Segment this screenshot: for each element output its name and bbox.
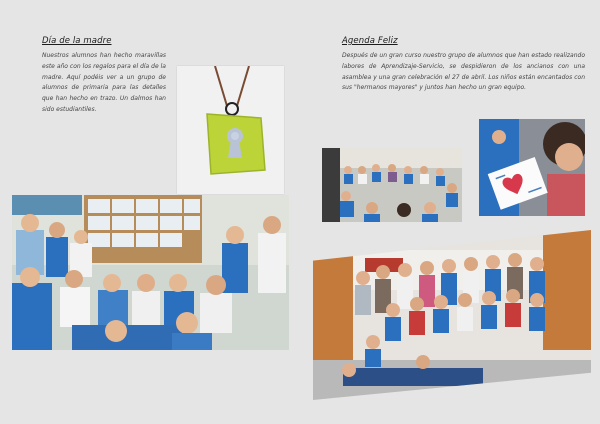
pendant-illustration <box>177 66 284 194</box>
group-celebration-illustration <box>313 230 591 400</box>
group-celebration-photo <box>313 230 591 400</box>
assembly-illustration <box>322 148 462 222</box>
heading-dia-de-la-madre: Día de la madre <box>42 36 112 46</box>
paragraph-dia-de-la-madre: Nuestros alumnos han hecho maravillas este año con los regalos para el día de la madre. Aquí podéis ver a un grupo de alumnos de primaria para las detalles que han hecho en trazo. Un dalmos han sido estudiantiles. <box>42 52 166 113</box>
drawing-card-photo <box>479 119 585 216</box>
paragraph-agenda-feliz: Después de un gran curso nuestro grupo de alumnos que han estado realizando labores de Aprendizaje-Servicio, se despidieron de los ancianos con una asamblea y una gran celebración el 27 de abril. Los niños están encantados con sus "hermanos mayores" y juntos han hecho un gran equipo. <box>342 52 585 92</box>
classroom-illustration <box>12 195 289 350</box>
classroom-group-photo <box>12 195 289 350</box>
pendant-photo <box>177 66 284 194</box>
heading-agenda-feliz: Agenda Feliz <box>342 36 398 46</box>
drawing-card-illustration <box>479 119 585 216</box>
assembly-circle-photo <box>322 148 462 222</box>
